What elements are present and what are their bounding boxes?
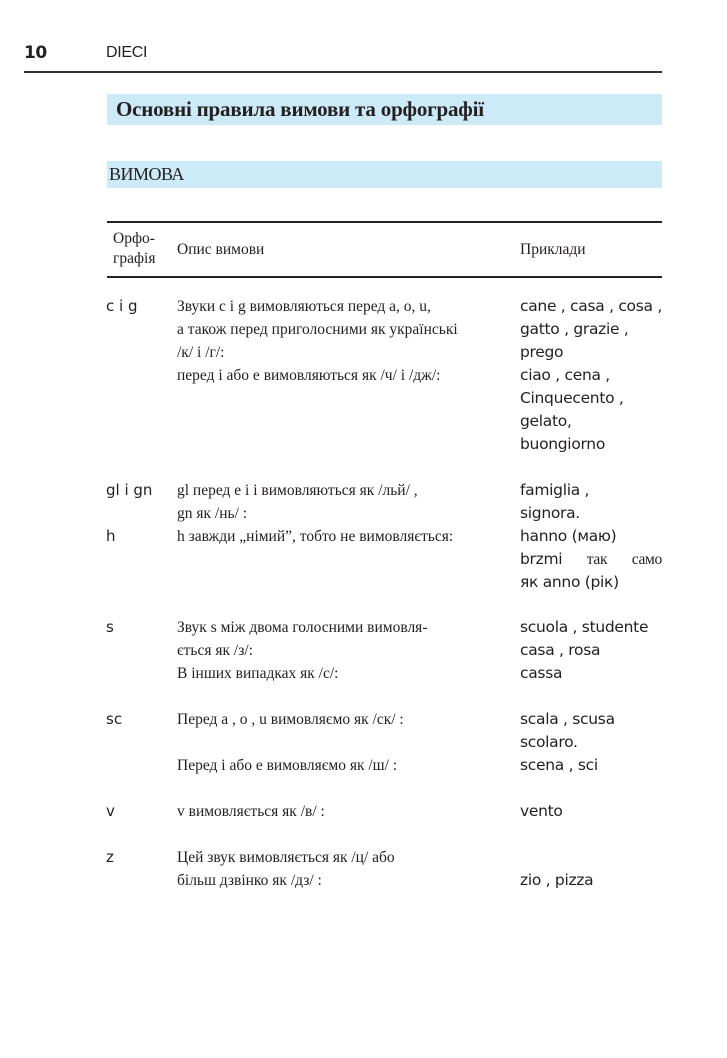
table-rule-bottom bbox=[107, 276, 662, 278]
description-cell bbox=[177, 525, 517, 548]
description-line: Звук s між двома голосними вимовля- bbox=[177, 619, 428, 636]
example-line: hanno (маю) bbox=[520, 527, 617, 545]
description-cell bbox=[177, 800, 517, 823]
description-cell bbox=[177, 846, 517, 892]
example-line: prego bbox=[520, 343, 564, 361]
ortho-cell: gl i gn bbox=[106, 481, 153, 499]
description-line bbox=[177, 731, 517, 754]
description-line: /к/ і /г/: bbox=[177, 344, 225, 361]
example-line: famiglia , bbox=[520, 481, 590, 499]
example-line bbox=[520, 846, 665, 869]
example-line: gatto , grazie , bbox=[520, 320, 629, 338]
ortho-cell: v bbox=[106, 802, 115, 820]
description-line: gl перед e i i вимовляються як /льй/ , bbox=[177, 482, 418, 499]
description-cell bbox=[177, 295, 517, 387]
example-line: ciao , cena , bbox=[520, 366, 610, 384]
description-line: В інших випадках як /с/: bbox=[177, 665, 339, 682]
examples-cell bbox=[520, 846, 665, 892]
description-line: Цей звук вимовляється як /ц/ або bbox=[177, 849, 395, 866]
section-title: ВИМОВА bbox=[109, 164, 184, 184]
examples-cell bbox=[520, 525, 665, 594]
table-header-examples: Приклади bbox=[520, 241, 586, 258]
description-line: а також перед приголосними як українські bbox=[177, 321, 458, 338]
description-line: Перед a , o , u вимовляємо як /ск/ : bbox=[177, 711, 404, 728]
table-header-description: Опис вимови bbox=[177, 241, 265, 258]
page-number: 10 bbox=[24, 43, 47, 63]
ortho-cell: s bbox=[106, 618, 114, 636]
table-rule-top bbox=[107, 221, 662, 223]
example-line: buongiorno bbox=[520, 435, 606, 453]
examples-cell bbox=[520, 800, 665, 823]
example-word: так bbox=[586, 551, 608, 568]
example-line: scena , sci bbox=[520, 756, 598, 774]
description-cell bbox=[177, 479, 517, 525]
ortho-cell: c i g bbox=[106, 297, 138, 315]
header-ortho-line1: Орфо- bbox=[113, 230, 155, 247]
description-line: ється як /з/: bbox=[177, 642, 253, 659]
examples-cell bbox=[520, 616, 665, 685]
example-line: signora. bbox=[520, 504, 580, 522]
example-line: Cinquecento , bbox=[520, 389, 624, 407]
examples-cell bbox=[520, 708, 665, 777]
examples-cell bbox=[520, 295, 665, 456]
header-rule bbox=[24, 71, 662, 73]
description-line: h завжди „німий”, тобто не вимовляється: bbox=[177, 528, 454, 545]
example-line: як anno (рік) bbox=[520, 573, 619, 591]
description-line: Перед i або e вимовляємо як /ш/ : bbox=[177, 757, 398, 774]
example-word: brzmi bbox=[520, 550, 563, 568]
ortho-cell: z bbox=[106, 848, 114, 866]
example-line-justified bbox=[520, 548, 662, 571]
page-title: Основні правила вимови та орфографії bbox=[116, 97, 484, 121]
example-line: scala , scusa bbox=[520, 710, 615, 728]
section-band bbox=[107, 161, 662, 188]
description-cell bbox=[177, 708, 517, 777]
header-ortho-line2: графія bbox=[113, 250, 156, 267]
description-line: gn як /нь/ : bbox=[177, 505, 248, 522]
description-cell bbox=[177, 616, 517, 685]
example-line: cane , casa , cosa , bbox=[520, 297, 662, 315]
example-line: casa , rosa bbox=[520, 641, 601, 659]
example-line: gelato, bbox=[520, 412, 572, 430]
ortho-cell: h bbox=[106, 527, 116, 545]
description-line: v вимовляється як /в/ : bbox=[177, 803, 325, 820]
examples-cell bbox=[520, 479, 665, 525]
ortho-cell: sc bbox=[106, 710, 123, 728]
table-header-ortho bbox=[113, 229, 155, 269]
example-line: scuola , studente bbox=[520, 618, 649, 636]
example-word: само bbox=[631, 551, 662, 568]
description-line: перед і або е вимовляються як /ч/ і /дж/: bbox=[177, 367, 441, 384]
running-head: DIECI bbox=[106, 44, 148, 61]
example-line: cassa bbox=[520, 664, 563, 682]
description-line: більш дзвінко як /дз/ : bbox=[177, 872, 322, 889]
example-line: vento bbox=[520, 802, 563, 820]
title-band bbox=[107, 94, 662, 125]
description-line: Звуки c i g вимовляються перед a, o, u, bbox=[177, 298, 431, 315]
example-line: scolaro. bbox=[520, 733, 578, 751]
example-line: zio , pizza bbox=[520, 871, 594, 889]
